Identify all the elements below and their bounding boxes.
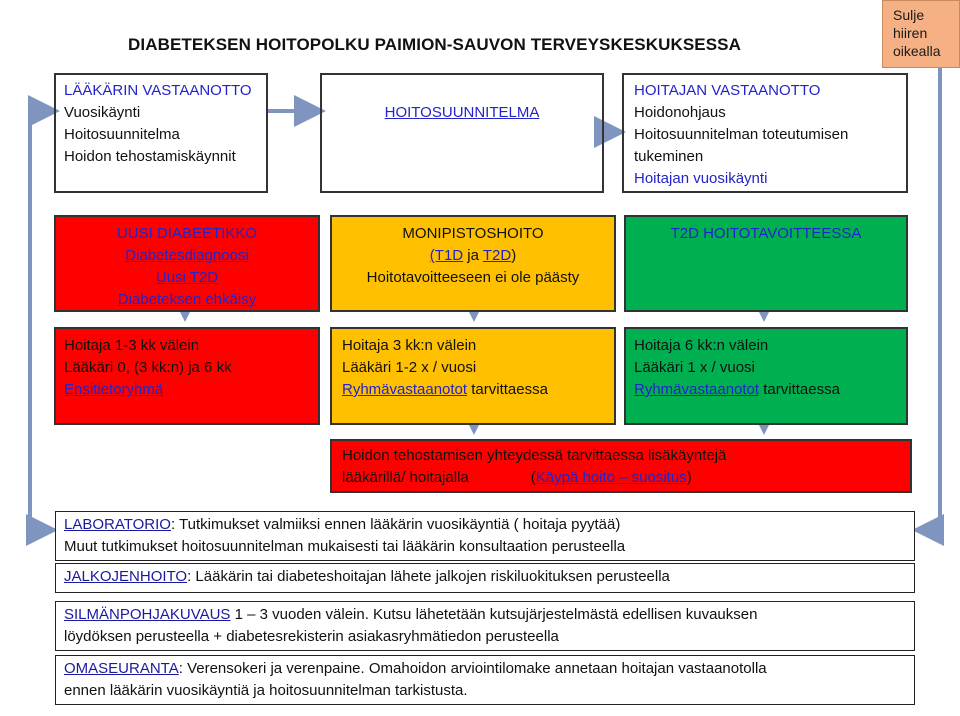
intensify-prefix: lääkärillä/ hoitajalla [342, 469, 469, 486]
green-group-suffix: tarvittaessa [759, 381, 840, 398]
close-hint[interactable] [882, 0, 960, 68]
close-paren-2: ) [686, 469, 692, 486]
arrow-down-orange-1 [469, 312, 479, 322]
multi-injection-heading: MONIPISTOSHOITO [402, 225, 544, 242]
multi-injection-box[interactable] [330, 215, 616, 312]
arrow-down-red-1 [180, 312, 190, 322]
close-hint-line-3: oikealla [893, 43, 941, 59]
orange-group-visits-link[interactable]: Ryhmävastaanotot [342, 381, 468, 398]
foot-care-text: : Lääkärin tai diabeteshoitajan lähete jalkojen riskiluokituksen perusteella [187, 568, 670, 585]
care-plan-box[interactable] [320, 73, 604, 193]
nurse-visit-line-1: Hoidonohjaus [634, 104, 726, 121]
and-text: ja [463, 247, 483, 264]
self-monitoring-note [55, 655, 915, 705]
nurse-visit-line-2: Hoitosuunnitelman toteutumisen [634, 126, 849, 143]
laboratory-link[interactable]: LABORATORIO [64, 516, 171, 533]
nurse-visit-heading[interactable]: HOITAJAN VASTAANOTTO [634, 82, 821, 99]
close-hint-line-1: Sulje [893, 7, 925, 23]
eye-exam-link[interactable]: SILMÄNPOHJAKUVAUS [64, 606, 231, 623]
t2d-link[interactable]: T2D [482, 247, 512, 264]
green-frequency-box [624, 327, 908, 425]
close-hint-line-2: hiiren [893, 25, 928, 41]
open-paren: ( [530, 469, 536, 486]
eye-exam-text-2: löydöksen perusteella + diabetesrekisterin asiakasryhmätiedon perusteella [64, 628, 559, 645]
nurse-visit-box[interactable] [622, 73, 908, 193]
t1d-link[interactable]: (T1D [429, 247, 464, 264]
page-title: DIABETEKSEN HOITOPOLKU PAIMION-SAUVON TERVEYSKESKUKSESSA [128, 35, 741, 54]
foot-care-line [64, 566, 906, 588]
intensify-line-2 [342, 467, 900, 489]
green-group-visits-link[interactable]: Ryhmävastaanotot [634, 381, 760, 398]
multi-injection-types [332, 245, 614, 267]
first-info-group-link[interactable]: Ensitietoryhmä [64, 381, 164, 398]
laboratory-line-1 [64, 514, 906, 536]
care-plan-link[interactable]: HOITOSUUNNITELMA [384, 104, 540, 121]
arrow-down-orange-2 [469, 425, 479, 435]
doctor-visit-line-3: Hoidon tehostamiskäynnit [64, 148, 236, 165]
current-care-link[interactable]: Käypä hoito – suositus [535, 469, 687, 486]
green-group-line [634, 379, 898, 401]
green-frequency-line-2: Lääkäri 1 x / vuosi [634, 359, 755, 376]
laboratory-note [55, 511, 915, 561]
t2d-target-heading[interactable]: T2D HOITOTAVOITTEESSA [670, 225, 862, 242]
new-diabetic-box[interactable] [54, 215, 320, 312]
doctor-visit-heading[interactable]: LÄÄKÄRIN VASTAANOTTO [64, 82, 252, 99]
orange-group-suffix: tarvittaessa [467, 381, 548, 398]
self-monitoring-text-2: ennen lääkärin vuosikäyntiä ja hoitosuunnitelman tarkistusta. [64, 682, 468, 699]
nurse-visit-line-3: tukeminen [634, 148, 704, 165]
new-t2d-link[interactable]: Uusi T2D [155, 269, 219, 286]
new-diabetic-heading: UUSI DIABEETIKKO [116, 225, 258, 242]
arrow-down-green-2 [759, 425, 769, 435]
nurse-annual-visit-link[interactable]: Hoitajan vuosikäynti [634, 170, 768, 187]
doctor-visit-line-2: Hoitosuunnitelma [64, 126, 180, 143]
self-monitoring-text-1: : Verensokeri ja verenpaine. Omahoidon arviointilomake annetaan hoitajan vastaanotolla [178, 660, 767, 677]
self-monitoring-line-1 [64, 658, 906, 680]
doctor-visit-box[interactable] [54, 73, 268, 193]
close-paren: ) [511, 247, 517, 264]
orange-group-line [342, 379, 604, 401]
t2d-target-box[interactable] [624, 215, 908, 312]
orange-frequency-box [330, 327, 616, 425]
self-monitoring-link[interactable]: OMASEURANTA [64, 660, 179, 677]
foot-care-link[interactable]: JALKOJENHOITO [64, 568, 188, 585]
red-frequency-box [54, 327, 320, 425]
laboratory-text-1: : Tutkimukset valmiiksi ennen lääkärin vuosikäyntiä ( hoitaja pyytää) [170, 516, 621, 533]
prevention-link[interactable]: Diabeteksen ehkäisy [117, 291, 257, 308]
diagnosis-link[interactable]: Diabetesdiagnoosi [125, 247, 249, 264]
foot-care-note [55, 563, 915, 593]
intensify-box [330, 439, 912, 493]
left-loop-line [30, 111, 52, 530]
arrow-down-green-1 [759, 312, 769, 322]
green-frequency-line-1: Hoitaja 6 kk:n välein [634, 337, 769, 354]
eye-exam-line-1 [64, 604, 906, 626]
red-frequency-line-2: Lääkäri 0, (3 kk:n) ja 6 kk [64, 359, 232, 376]
multi-injection-line: Hoitotavoitteeseen ei ole päästy [366, 269, 580, 286]
eye-exam-note [55, 601, 915, 651]
orange-frequency-line-1: Hoitaja 3 kk:n välein [342, 337, 477, 354]
eye-exam-text-1: 1 – 3 vuoden välein. Kutsu lähetetään kutsujärjestelmästä edellisen kuvauksen [230, 606, 758, 623]
laboratory-text-2: Muut tutkimukset hoitosuunnitelman mukaisesti tai lääkärin konsultaation perusteella [64, 538, 626, 555]
doctor-visit-line-1: Vuosikäynti [64, 104, 141, 121]
red-frequency-line-1: Hoitaja 1-3 kk välein [64, 337, 200, 354]
right-loop-line [920, 68, 940, 530]
intensify-line-1: Hoidon tehostamisen yhteydessä tarvittaessa lisäkäyntejä [342, 447, 727, 464]
orange-frequency-line-2: Lääkäri 1-2 x / vuosi [342, 359, 477, 376]
